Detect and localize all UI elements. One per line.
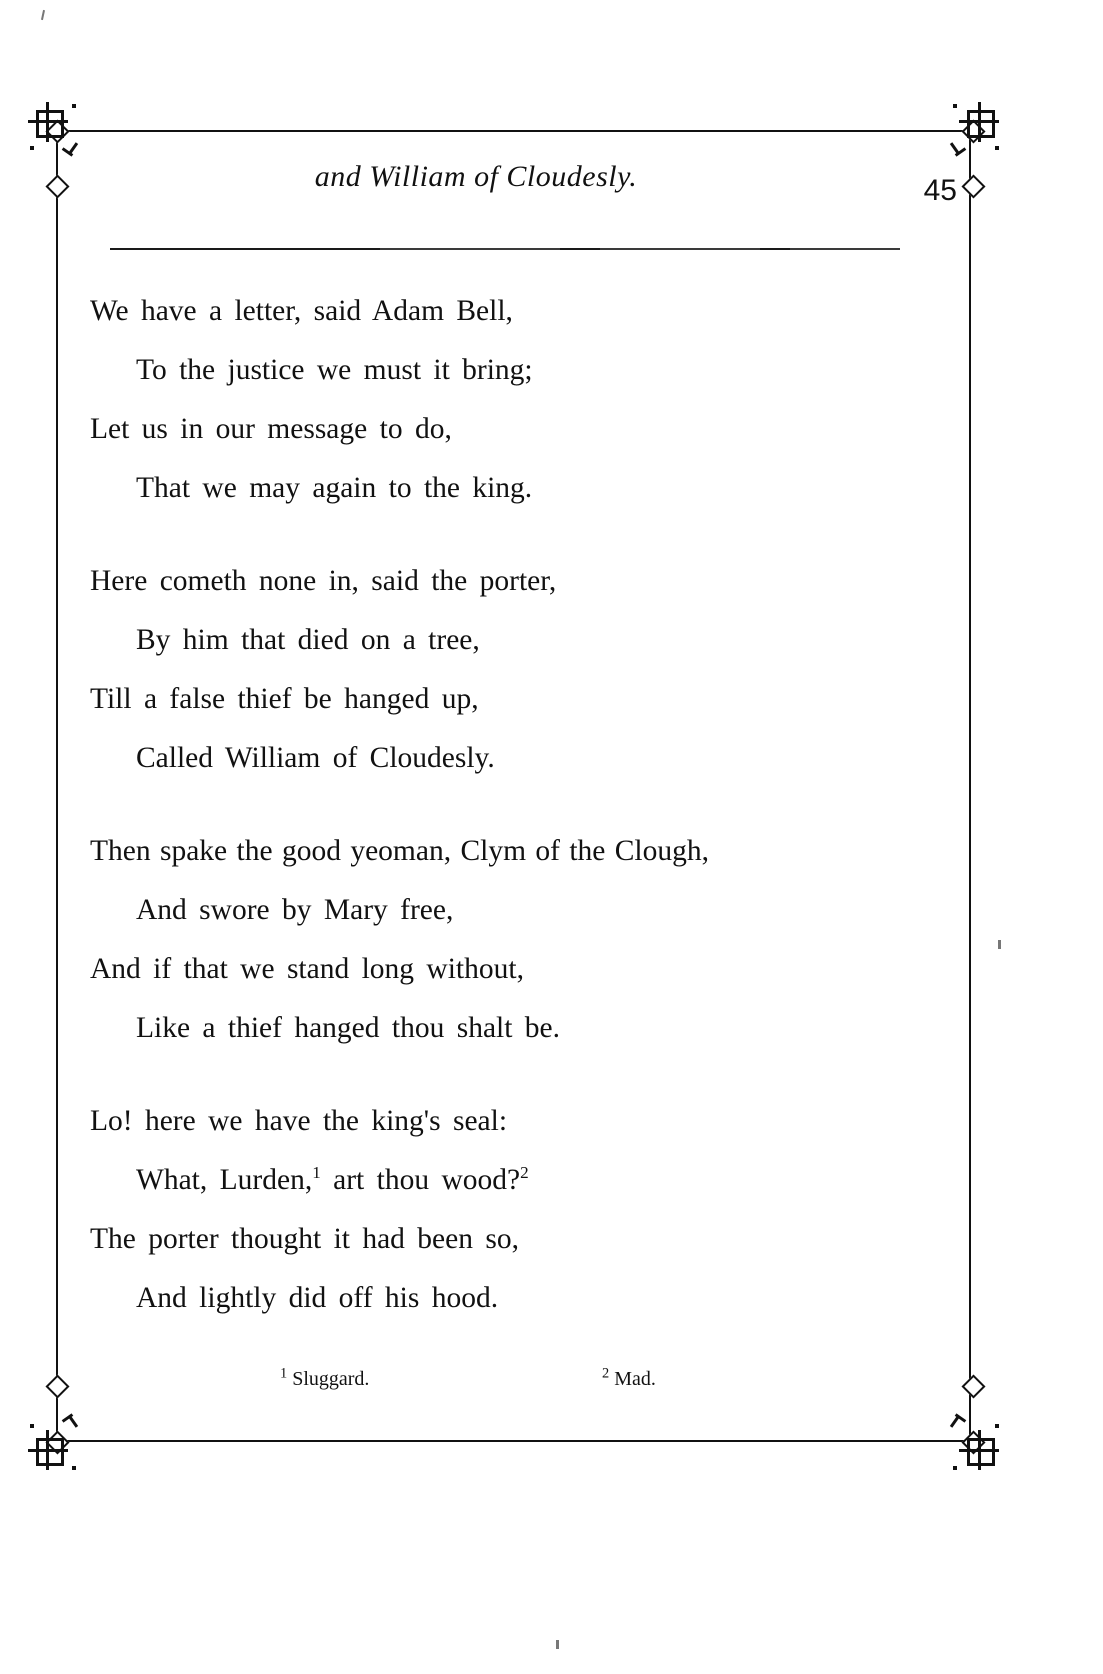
border-right-rule (969, 130, 971, 1442)
scan-speck (556, 1640, 559, 1649)
corner-ornament-icon (28, 102, 86, 160)
footnote-marker-1: 1 (312, 1163, 321, 1183)
verse-line-part: art thou wood? (333, 1164, 521, 1196)
stanza (90, 552, 940, 788)
footnote-item (280, 1365, 370, 1391)
verse-line: Here cometh none in, said the porter, (90, 565, 557, 597)
footnote-text: Mad. (614, 1368, 656, 1390)
verse-line: To the justice we must it bring; (136, 354, 533, 386)
verse-line: And swore by Mary free, (136, 894, 454, 926)
border-bottom-rule (56, 1440, 971, 1442)
footnote-number: 1 (280, 1365, 288, 1382)
verse-line: Till a false thief be hanged up, (90, 683, 479, 715)
corner-ornament-icon (941, 1412, 999, 1470)
verse-line-with-notes (90, 1151, 940, 1210)
header-rule-segment (600, 248, 760, 250)
verse-line: And if that we stand long without, (90, 953, 524, 985)
verse-line: Called William of Cloudesly. (136, 742, 495, 774)
header-rule-segment (790, 248, 900, 250)
header-rule-segment (380, 248, 560, 250)
border-diamond-icon (45, 1374, 69, 1398)
page-header (56, 160, 971, 220)
footnote-item (602, 1365, 656, 1391)
border-left-rule (56, 130, 58, 1442)
corner-ornament-icon (941, 102, 999, 160)
scan-speck (998, 940, 1001, 949)
scan-speck (41, 10, 45, 20)
border-diamond-icon (961, 1374, 985, 1398)
page-number: 45 (923, 174, 957, 207)
border-top-rule (56, 130, 971, 132)
verse-line: And lightly did off his hood. (136, 1282, 499, 1314)
poem-body (90, 282, 940, 1362)
corner-ornament-icon (28, 1412, 86, 1470)
verse-line: Then spake the good yeoman, Clym of the Clough, (90, 835, 710, 867)
verse-line: By him that died on a tree, (136, 624, 480, 656)
running-title: and William of Cloudesly. (314, 160, 638, 193)
stanza (90, 1092, 940, 1328)
verse-line: That we may again to the king. (136, 472, 533, 504)
verse-line: The porter thought it had been so, (90, 1223, 519, 1255)
verse-line: Like a thief hanged thou shalt be. (136, 1012, 561, 1044)
footnote-text: Sluggard. (292, 1368, 370, 1390)
footnote-marker-2: 2 (520, 1163, 529, 1183)
footnotes (90, 1365, 940, 1402)
stanza (90, 282, 940, 518)
verse-line: We have a letter, said Adam Bell, (90, 295, 513, 327)
footnote-number: 2 (602, 1365, 610, 1382)
stanza (90, 822, 940, 1058)
verse-line-part: What, Lurden, (136, 1164, 313, 1196)
verse-line: Let us in our message to do, (90, 413, 452, 445)
verse-line: Lo! here we have the king's seal: (90, 1105, 508, 1137)
